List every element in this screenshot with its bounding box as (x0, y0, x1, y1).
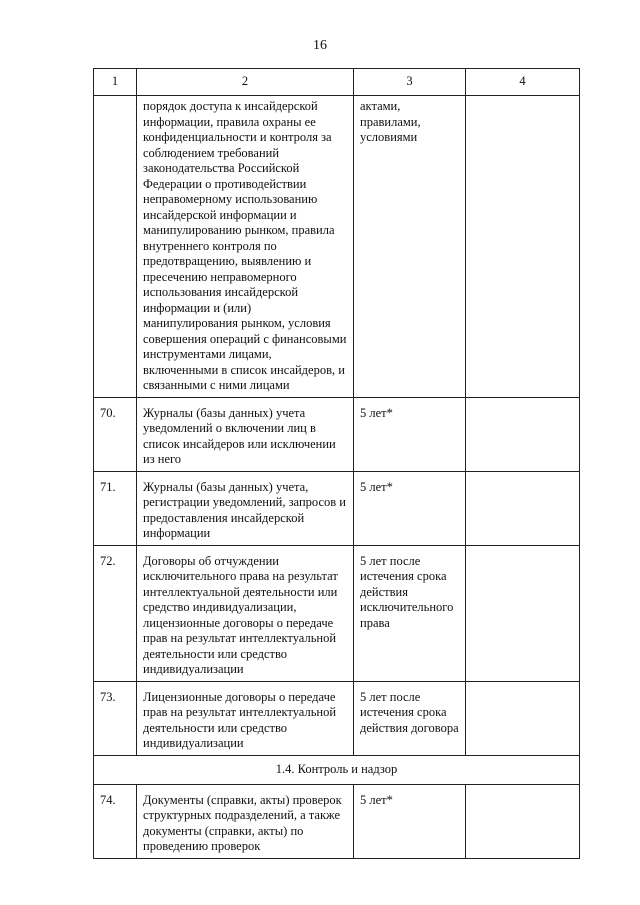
note-cell (466, 397, 580, 471)
column-header-1: 1 (94, 69, 137, 96)
table-row (94, 397, 580, 471)
column-header-2: 2 (137, 69, 354, 96)
page-number: 16 (313, 38, 327, 53)
row-number: 70. (94, 397, 137, 471)
table-row (94, 96, 580, 398)
table-row (94, 471, 580, 545)
retention-term: 5 лет* (354, 784, 466, 858)
row-number (94, 96, 137, 398)
note-cell (466, 681, 580, 755)
row-number: 72. (94, 545, 137, 681)
note-cell (466, 471, 580, 545)
retention-table (93, 68, 580, 859)
table-header-row (94, 69, 580, 96)
document-type: порядок доступа к инсайдерской информации, правила охраны ее конфиденциальности и контроля за соблюдением требований законодательства Российской Федерации о противодействии неправомерному использованию инсайдерской информации и манипулированию рынком, правила внутреннего контроля по предотвращению, выявлению и пресечению неправомерного использования инсайдерской информации и (или) манипулирования рынком, условия совершения операций с финансовыми инструментами лицами, включенными в список инсайдеров, и связанными с ними лицами (137, 96, 354, 398)
row-number: 74. (94, 784, 137, 858)
document-type: Журналы (базы данных) учета уведомлений о включении лиц в список инсайдеров или исключении из него (137, 397, 354, 471)
document-type: Договоры об отчуждении исключительного права на результат интеллектуальной деятельности или средство индивидуализации, лицензионные договоры о передаче прав на результат интеллектуальной деятельности или средство индивидуализации (137, 545, 354, 681)
row-number: 73. (94, 681, 137, 755)
retention-term: 5 лет* (354, 397, 466, 471)
table-row (94, 784, 580, 858)
section-heading-row (94, 755, 580, 784)
section-heading: 1.4. Контроль и надзор (94, 755, 580, 784)
column-header-3: 3 (354, 69, 466, 96)
document-type: Журналы (базы данных) учета, регистрации уведомлений, запросов и предоставления инсайдерской информации (137, 471, 354, 545)
row-number: 71. (94, 471, 137, 545)
table-row (94, 681, 580, 755)
table-row (94, 545, 580, 681)
document-type: Документы (справки, акты) проверок структурных подразделений, а также документы (справки, акты) по проведению проверок (137, 784, 354, 858)
retention-term: 5 лет после истечения срока действия договора (354, 681, 466, 755)
retention-term: актами, правилами, условиями (354, 96, 466, 398)
retention-term: 5 лет после истечения срока действия исключительного права (354, 545, 466, 681)
note-cell (466, 784, 580, 858)
document-type: Лицензионные договоры о передаче прав на результат интеллектуальной деятельности или средство индивидуализации (137, 681, 354, 755)
note-cell (466, 545, 580, 681)
note-cell (466, 96, 580, 398)
retention-term: 5 лет* (354, 471, 466, 545)
column-header-4: 4 (466, 69, 580, 96)
